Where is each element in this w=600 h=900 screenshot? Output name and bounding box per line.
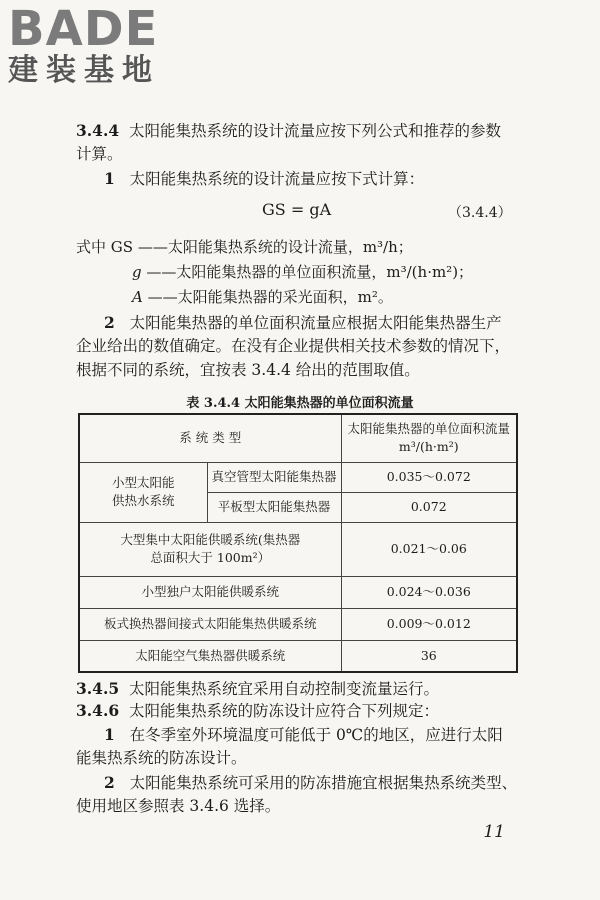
- section-text: 太阳能集热系统宜采用自动控制变流量运行。: [129, 680, 440, 698]
- variable-g: [132, 261, 473, 282]
- table-row: [79, 608, 517, 640]
- item-1-line2: 能集热系统的防冻设计。: [76, 749, 247, 767]
- cell-value: 0.024～0.036: [341, 576, 517, 608]
- cell-value: 0.009～0.012: [341, 608, 517, 640]
- cell-type: 平板型太阳能集热器: [207, 492, 341, 522]
- section-3-4-5: [76, 678, 439, 700]
- item-number: 1: [104, 725, 115, 744]
- table-row: [79, 462, 517, 492]
- section-3-4-4-line2: 计算。: [76, 145, 123, 163]
- item-2-line2: 企业给出的数值确定。在没有企业提供相关技术参数的情况下，: [76, 337, 511, 355]
- variable-gs: [76, 236, 413, 257]
- variable-desc: ——太阳能集热器的单位面积流量，m³/(h·m²)；: [146, 263, 474, 281]
- header-flow-unit: m³/(h·m²): [398, 439, 459, 455]
- formula: GS = gA: [262, 200, 332, 219]
- logo-wordmark: BADE: [8, 1, 159, 57]
- cell-value: 0.035～0.072: [341, 462, 517, 492]
- header-flow-title: 太阳能集热器的单位面积流量: [347, 421, 511, 437]
- item-number: 2: [104, 773, 115, 792]
- header-system-type: 系 统 类 型: [79, 414, 341, 462]
- item-2: [104, 312, 502, 334]
- cell-type: 真空管型太阳能集热器: [207, 462, 341, 492]
- item-2-line2: 使用地区参照表 3.4.6 选择。: [76, 797, 281, 815]
- item-text: 在冬季室外环境温度可能低于 0℃的地区，应进行太阳: [129, 726, 503, 744]
- section-number: 3.4.4: [76, 121, 120, 140]
- item-1: [104, 724, 503, 746]
- section-3-4-4-heading: [76, 120, 501, 142]
- logo-subtitle: 建装基地: [8, 53, 160, 88]
- variable-label: 式中 GS: [76, 238, 134, 256]
- variable-label: g: [132, 263, 142, 281]
- cell-type: 板式换热器间接式太阳能集热供暖系统: [79, 608, 341, 640]
- section-text: 太阳能集热系统的设计流量应按下列公式和推荐的参数: [129, 122, 502, 140]
- table-header-row: [79, 414, 517, 462]
- header-flow: [341, 414, 517, 462]
- cell-type: 小型独户太阳能供暖系统: [79, 576, 341, 608]
- cell-type-line-1: 大型集中太阳能供暖系统(集热器: [120, 532, 301, 547]
- cell-value: 0.021～0.06: [341, 522, 517, 576]
- item-1: [104, 168, 424, 190]
- item-number: 2: [104, 313, 115, 332]
- item-2-line3: 根据不同的系统，宜按表 3.4.4 给出的范围取值。: [76, 361, 420, 379]
- variable-desc: ——太阳能集热系统的设计流量，m³/h；: [137, 238, 413, 256]
- variable-label: A: [132, 288, 143, 306]
- cell-type: [79, 522, 341, 576]
- table-caption: 表 3.4.4 太阳能集热器的单位面积流量: [186, 396, 414, 411]
- group-small-water: [79, 462, 207, 522]
- section-number: 3.4.6: [76, 701, 120, 720]
- item-2: [104, 772, 517, 794]
- section-text: 太阳能集热系统的防冻设计应符合下列规定：: [129, 702, 440, 720]
- table-row: [79, 522, 517, 576]
- group-line-1: 小型太阳能: [111, 475, 175, 490]
- item-text: 太阳能集热系统的设计流量应按下式计算：: [129, 170, 425, 188]
- cell-type: 太阳能空气集热器供暖系统: [79, 640, 341, 672]
- item-text: 太阳能集热器的单位面积流量应根据太阳能集热器生产: [129, 314, 502, 332]
- item-number: 1: [104, 169, 115, 188]
- formula-number: （3.4.4）: [448, 205, 512, 221]
- cell-type-line-2: 总面积大于 100m²）: [150, 550, 271, 565]
- section-number: 3.4.5: [76, 679, 120, 698]
- table-row: [79, 640, 517, 672]
- variable-a: [132, 286, 393, 307]
- flow-table: [78, 413, 518, 673]
- section-3-4-6: [76, 700, 439, 722]
- brand-logo: [8, 1, 178, 88]
- cell-value: 36: [341, 640, 517, 672]
- cell-value: 0.072: [341, 492, 517, 522]
- item-text: 太阳能集热系统可采用的防冻措施宜根据集热系统类型、: [129, 774, 518, 792]
- variable-desc: ——太阳能集热器的采光面积，m²。: [147, 288, 393, 306]
- page-number: 11: [483, 822, 505, 842]
- group-line-2: 供热水系统: [111, 493, 175, 508]
- table-row: [79, 576, 517, 608]
